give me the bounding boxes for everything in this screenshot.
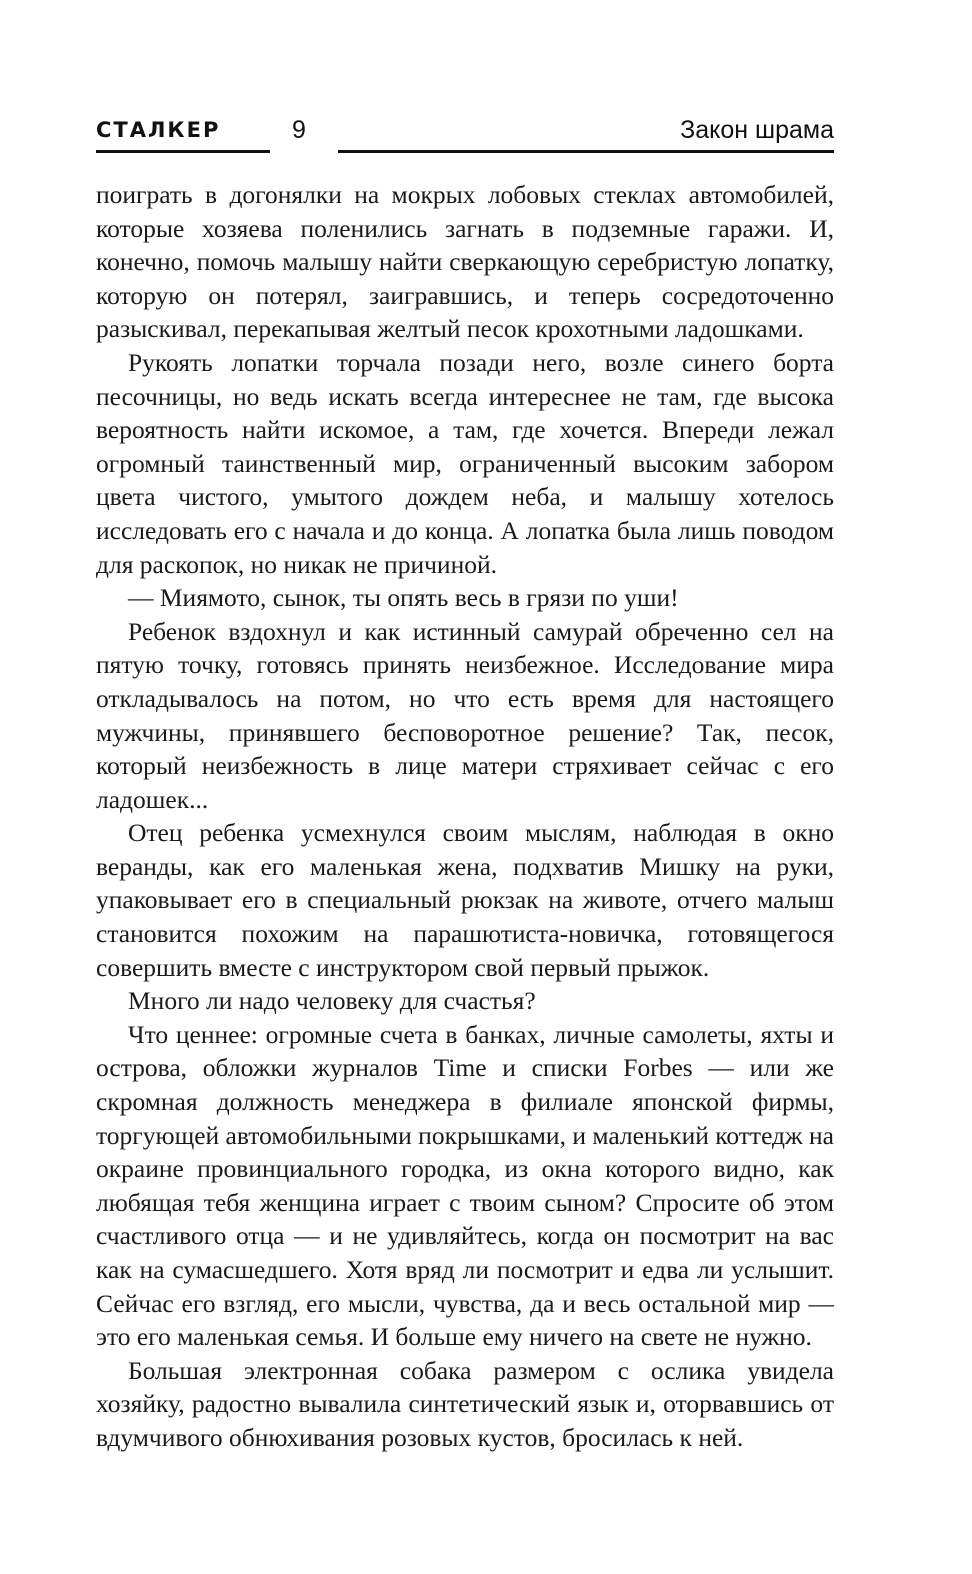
paragraph: Отец ребенка усмехнулся своим мыслям, наблюдая в окно веранды, как его маленькая жена, подхватив Мишку на руки, упаковывает его в специальный рюкзак на животе, отчего малыш становится похожим на парашютиста-новичка, готовящегося совершить вместе с инструктором свой первый прыжок. bbox=[96, 818, 834, 982]
header-rule-left bbox=[96, 150, 270, 153]
paragraph: Много ли надо человеку для счастья? bbox=[128, 986, 536, 1016]
paragraph: поиграть в догонялки на мокрых лобовых стеклах автомобилей, которые хозяева поленились загнать в подземные гаражи. И, конечно, помочь малышу найти сверкающую серебристую лопатку, которую он потерял, заигравшись, и теперь сосредоточенно разыскивал, перекапывая желтый песок крохотными ладошками. bbox=[96, 180, 834, 344]
paragraph: Рукоять лопатки торчала позади него, возле синего борта песочницы, но ведь искать всегда интереснее не там, где высока вероятность найти искомое, а там, где хочется. Впереди лежал огромный таинственный мир, ограниченный высоким забором цвета чистого, умытого дождем неба, и малышу хотелось исследовать его с начала и до конца. А лопатка была лишь поводом для раскопок, но никак не причиной. bbox=[96, 347, 834, 579]
page-text bbox=[96, 178, 834, 1455]
header-rule-right bbox=[338, 150, 834, 153]
paragraph: Что ценнее: огромные счета в банках, личные самолеты, яхты и острова, обложки журналов Time и списки Forbes — или же скромная должность менеджера в филиале японской фирмы, торгующей автомобильными покрышками, и маленький коттедж на окраине провинциального городка, из окна которого видно, как любящая тебя женщина играет с твоим сыном? Спросите об этом счастливого отца — и не удивляйтесь, когда он посмотрит на вас как на сумасшедшего. Хотя вряд ли посмотрит и едва ли услышит. Сейчас его взгляд, его мысли, чувства, да и весь остальной мир — это его маленькая семья. И больше ему ничего на свете не нужно. bbox=[96, 1019, 834, 1352]
paragraph: — Миямото, сынок, ты опять весь в грязи по уши! bbox=[128, 583, 679, 613]
book-title: Закон шрама bbox=[680, 116, 834, 144]
paragraph: Большая электронная собака размером с ослика увидела хозяйку, радостно вывалила синтетический язык и, оторвавшись от вдумчивого обнюхивания розовых кустов, бросилась к ней. bbox=[96, 1355, 834, 1452]
running-header bbox=[96, 114, 834, 154]
series-title: СТАЛКЕР bbox=[96, 118, 221, 142]
page-number: 9 bbox=[292, 116, 306, 144]
paragraph: Ребенок вздохнул и как истинный самурай обреченно сел на пятую точку, готовясь принять неизбежное. Исследование мира откладывалось на потом, но что есть время для настоящего мужчины, принявшего бесповоротное решение? Так, песок, который неизбежность в лице матери стряхивает сейчас с его ладошек... bbox=[96, 616, 834, 814]
